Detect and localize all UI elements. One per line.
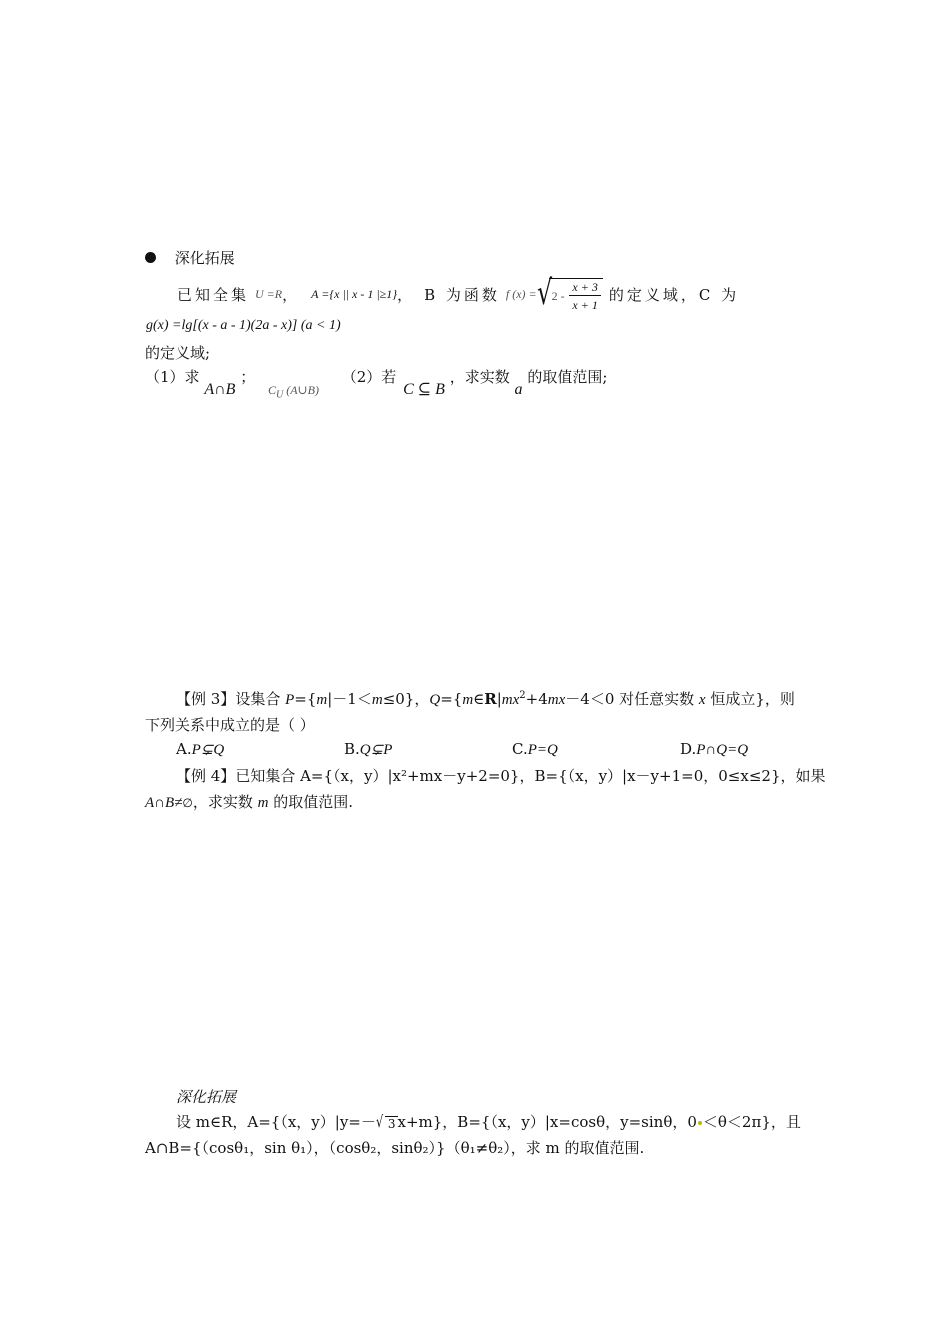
math-f-label: f (x) = <box>505 286 537 301</box>
example-4-line-2 <box>145 791 353 812</box>
section-heading-1 <box>145 247 235 268</box>
sqrt3-value: 3 <box>385 1116 398 1131</box>
var-m: m <box>462 692 474 708</box>
text: ＜θ＜2π}，且 <box>702 1113 801 1131</box>
option-B-text: Q⊊P <box>359 742 393 758</box>
text: 的取值范围. <box>268 793 354 811</box>
option-B-label: B. <box>344 740 360 758</box>
var-Q: Q <box>429 692 441 708</box>
example-3-line-2: 下列关系中成立的是（ ） <box>145 716 315 734</box>
text: ∈ <box>473 690 485 708</box>
sqrt-expression <box>536 272 603 313</box>
bullet-icon <box>145 252 156 263</box>
option-D-label: D. <box>680 740 697 758</box>
option-D-text: P∩Q=Q <box>696 742 749 758</box>
option-C-text: P=Q <box>527 742 558 758</box>
section-2-line-1 <box>176 1111 801 1132</box>
text: ={ <box>294 690 317 708</box>
example-4-line-1 <box>176 765 826 786</box>
question-1-prefix: （1）求 <box>145 368 200 386</box>
text: 设集合 <box>235 690 286 708</box>
option-C <box>512 740 558 759</box>
problem-line-1 <box>177 272 740 313</box>
question-2-tail: 的取值范围; <box>527 368 608 386</box>
text: x+m}，B={（x，y）|x=cosθ，y=sinθ，0 <box>397 1113 697 1131</box>
sqrt3-expression <box>376 1114 398 1132</box>
text: ={ <box>440 690 463 708</box>
option-B <box>344 740 392 759</box>
math-C-subset-B: C ⊆ B <box>403 381 445 398</box>
question-2-mid: ，求实数 <box>449 368 510 386</box>
section-heading-2: 深化拓展 <box>176 1088 237 1106</box>
comma: ， <box>282 285 298 304</box>
option-A-label: A. <box>176 740 192 758</box>
complement-C: C <box>268 383 277 397</box>
sqrt-prefix: 2 - <box>551 288 565 303</box>
text: 设 m∈R，A={（x，y）|y=－ <box>176 1113 376 1131</box>
text: +4 <box>525 690 548 708</box>
option-A-text: P⊊Q <box>191 742 225 758</box>
section-2-line-2: A∩B={（cosθ₁，sin θ₁），（cosθ₂，sinθ₂）}（θ₁≠θ₂），求 m 的取值范围. <box>145 1139 645 1157</box>
text: ，求实数 <box>192 793 258 811</box>
example-3-line-1 <box>176 688 795 709</box>
text: | <box>496 690 502 708</box>
var-m: m <box>257 795 269 811</box>
question-2-prefix: （2）若 <box>341 368 397 386</box>
option-C-label: C. <box>512 740 528 758</box>
text-B-function: B 为函数 <box>424 285 500 304</box>
set-R: R <box>484 690 497 708</box>
section-heading-1-text: 深化拓展 <box>174 249 235 267</box>
text: |－1＜ <box>327 690 372 708</box>
math-A-intersect-B: A∩B <box>204 381 236 398</box>
radical-sign-icon: √ <box>536 272 552 313</box>
radical-sign-icon: √ <box>375 1112 384 1131</box>
text-domain-C: 的定义域，C 为 <box>608 285 740 304</box>
empty-set-icon: ∅ <box>182 796 193 810</box>
fraction-denominator: x + 1 <box>572 297 598 312</box>
math-complement <box>268 383 319 401</box>
example-4-label: 【例 4】 <box>176 767 236 785</box>
text: ≤0}， <box>382 690 430 708</box>
complement-argument: (A∪B) <box>286 383 319 397</box>
var-m: m <box>316 692 328 708</box>
semicolon: ； <box>240 368 256 386</box>
var-mx: mx <box>547 692 566 708</box>
math-universal-set: U =R <box>255 286 283 301</box>
questions-line <box>145 366 608 401</box>
math-set-A: A ={x || x - 1 |≥1} <box>311 286 398 301</box>
example-4-text: 已知集合 A={（x，y）|x²+mx－y+2=0}，B={（x，y）|x－y+1=0，0≤x≤2}，如果 <box>235 767 826 785</box>
text: －4＜0 对任意实数 <box>565 690 699 708</box>
math-g-definition: g(x) =lg[(x - a - 1)(2a - x)] (a < 1) <box>146 318 341 333</box>
text: 恒成立}，则 <box>705 690 795 708</box>
marker-dot-icon <box>698 1121 702 1125</box>
complement-subscript: U <box>276 389 284 401</box>
comma: ， <box>397 285 413 304</box>
fraction <box>569 281 600 311</box>
var-P: P <box>285 692 295 708</box>
var-x: x <box>698 692 706 708</box>
math-var-a: a <box>514 381 523 398</box>
exponent: 2 <box>519 690 526 701</box>
option-A <box>176 740 224 759</box>
option-D <box>680 740 748 759</box>
fraction-numerator: x + 3 <box>569 281 600 296</box>
example-3-label: 【例 3】 <box>176 690 236 708</box>
text: A∩B≠ <box>145 795 183 811</box>
var-mx: mx <box>501 692 520 708</box>
var-m: m <box>371 692 383 708</box>
text-given-universal-set: 已知全集 <box>177 285 250 304</box>
text-domain-end: 的定义域; <box>145 344 211 362</box>
